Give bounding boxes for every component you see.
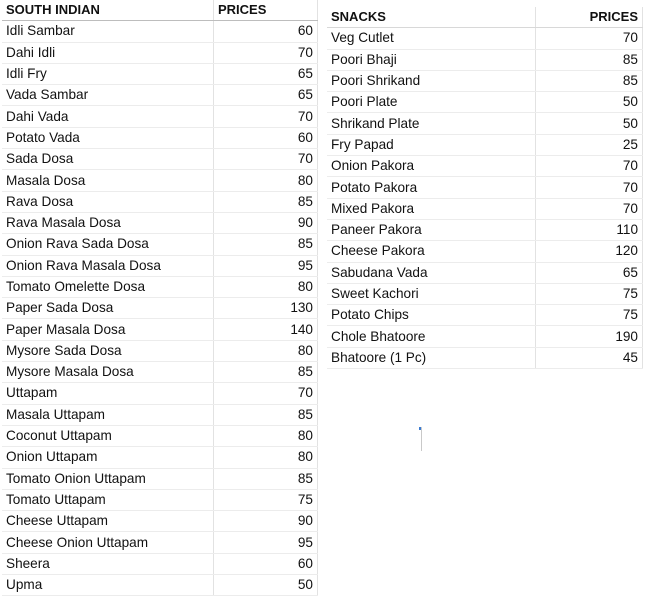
item-name-cell[interactable]: Masala Uttapam [2, 404, 214, 425]
table-row [2, 170, 318, 191]
table-row [2, 212, 318, 233]
item-price-cell[interactable]: 70 [214, 42, 318, 63]
item-price-cell[interactable]: 70 [214, 106, 318, 127]
table-row [327, 241, 643, 262]
item-price-cell[interactable]: 70 [536, 28, 643, 49]
column-header-price[interactable]: PRICES [536, 7, 643, 28]
item-price-cell[interactable]: 50 [214, 575, 318, 596]
item-price-cell[interactable]: 90 [214, 212, 318, 233]
item-name-cell[interactable]: Upma [2, 575, 214, 596]
item-name-cell[interactable]: Masala Dosa [2, 170, 214, 191]
item-name-cell[interactable]: Idli Sambar [2, 21, 214, 42]
item-name-cell[interactable]: Veg Cutlet [327, 28, 536, 49]
item-price-cell[interactable]: 85 [214, 404, 318, 425]
item-price-cell[interactable]: 85 [536, 70, 643, 91]
column-header-item[interactable]: SOUTH INDIAN [2, 0, 214, 21]
item-name-cell[interactable]: Onion Uttapam [2, 447, 214, 468]
item-name-cell[interactable]: Sheera [2, 553, 214, 574]
item-price-cell[interactable]: 120 [536, 241, 643, 262]
item-price-cell[interactable]: 130 [214, 298, 318, 319]
item-price-cell[interactable]: 85 [214, 468, 318, 489]
table-row [2, 255, 318, 276]
table-row [2, 298, 318, 319]
table-row [327, 156, 643, 177]
item-price-cell[interactable]: 70 [536, 198, 643, 219]
item-name-cell[interactable]: Uttapam [2, 383, 214, 404]
item-price-cell[interactable]: 90 [214, 511, 318, 532]
item-name-cell[interactable]: Dahi Vada [2, 106, 214, 127]
table-row [327, 198, 643, 219]
item-name-cell[interactable]: Tomato Onion Uttapam [2, 468, 214, 489]
item-price-cell[interactable]: 65 [536, 262, 643, 283]
item-price-cell[interactable]: 85 [214, 362, 318, 383]
table-header-row [2, 0, 318, 21]
item-name-cell[interactable]: Dahi Idli [2, 42, 214, 63]
item-price-cell[interactable]: 70 [536, 156, 643, 177]
item-price-cell[interactable]: 70 [536, 177, 643, 198]
item-name-cell[interactable]: Bhatoore (1 Pc) [327, 347, 536, 368]
table-header-row [327, 7, 643, 28]
table-row [327, 262, 643, 283]
item-name-cell[interactable]: Potato Vada [2, 127, 214, 148]
table-row [2, 85, 318, 106]
south-indian-price-table [2, 0, 318, 596]
table-row [327, 28, 643, 49]
column-header-item[interactable]: SNACKS [327, 7, 536, 28]
item-price-cell[interactable]: 110 [536, 219, 643, 240]
item-name-cell[interactable]: Coconut Uttapam [2, 425, 214, 446]
table-row [2, 511, 318, 532]
table-row [327, 219, 643, 240]
item-price-cell[interactable]: 95 [214, 532, 318, 553]
table-row [2, 553, 318, 574]
item-name-cell[interactable]: Poori Bhaji [327, 49, 536, 70]
item-name-cell[interactable]: Poori Shrikand [327, 70, 536, 91]
item-name-cell[interactable]: Shrikand Plate [327, 113, 536, 134]
table-row [2, 575, 318, 596]
table-row [327, 134, 643, 155]
item-price-cell[interactable]: 60 [214, 127, 318, 148]
table-row [327, 347, 643, 368]
table-row [2, 468, 318, 489]
table-row [2, 532, 318, 553]
item-name-cell[interactable]: Onion Pakora [327, 156, 536, 177]
item-price-cell[interactable]: 140 [214, 319, 318, 340]
item-name-cell[interactable]: Paper Sada Dosa [2, 298, 214, 319]
item-price-cell[interactable]: 80 [214, 170, 318, 191]
item-name-cell[interactable]: Mysore Sada Dosa [2, 340, 214, 361]
item-name-cell[interactable]: Rava Masala Dosa [2, 212, 214, 233]
table-row [2, 63, 318, 84]
table-row [2, 489, 318, 510]
item-name-cell[interactable]: Potato Pakora [327, 177, 536, 198]
table-row [2, 362, 318, 383]
item-name-cell[interactable]: Idli Fry [2, 63, 214, 84]
item-name-cell[interactable]: Onion Rava Masala Dosa [2, 255, 214, 276]
item-price-cell[interactable]: 95 [214, 255, 318, 276]
item-price-cell[interactable]: 70 [214, 383, 318, 404]
item-name-cell[interactable]: Cheese Pakora [327, 241, 536, 262]
item-price-cell[interactable]: 25 [536, 134, 643, 155]
table-row [2, 319, 318, 340]
table-row [2, 149, 318, 170]
snacks-price-table [327, 7, 643, 369]
item-name-cell[interactable]: Poori Plate [327, 92, 536, 113]
item-name-cell[interactable]: Rava Dosa [2, 191, 214, 212]
item-price-cell[interactable]: 65 [214, 85, 318, 106]
item-price-cell[interactable]: 85 [214, 234, 318, 255]
item-name-cell[interactable]: Sabudana Vada [327, 262, 536, 283]
item-price-cell[interactable]: 70 [214, 149, 318, 170]
table-row [2, 21, 318, 42]
item-price-cell[interactable]: 60 [214, 21, 318, 42]
table-row [2, 425, 318, 446]
table-row [2, 276, 318, 297]
table-row [2, 234, 318, 255]
table-row [2, 42, 318, 63]
item-price-cell[interactable]: 75 [214, 489, 318, 510]
item-price-cell[interactable]: 50 [536, 113, 643, 134]
table-row [327, 49, 643, 70]
item-name-cell[interactable]: Fry Papad [327, 134, 536, 155]
item-price-cell[interactable]: 80 [214, 340, 318, 361]
item-price-cell[interactable]: 65 [214, 63, 318, 84]
item-price-cell[interactable]: 80 [214, 425, 318, 446]
item-name-cell[interactable]: Mixed Pakora [327, 198, 536, 219]
table-row [2, 404, 318, 425]
item-price-cell[interactable]: 80 [214, 447, 318, 468]
item-name-cell[interactable]: Onion Rava Sada Dosa [2, 234, 214, 255]
table-row [327, 305, 643, 326]
table-row [327, 70, 643, 91]
item-name-cell[interactable]: Tomato Omelette Dosa [2, 276, 214, 297]
cell-cursor [419, 427, 422, 451]
item-name-cell[interactable]: Cheese Uttapam [2, 511, 214, 532]
item-name-cell[interactable]: Chole Bhatoore [327, 326, 536, 347]
column-header-price[interactable]: PRICES [214, 0, 318, 21]
item-name-cell[interactable]: Potato Chips [327, 305, 536, 326]
table-row [327, 92, 643, 113]
table-row [2, 127, 318, 148]
table-row [327, 113, 643, 134]
table-row [2, 447, 318, 468]
item-price-cell[interactable]: 45 [536, 347, 643, 368]
table-row [2, 191, 318, 212]
item-price-cell[interactable]: 85 [214, 191, 318, 212]
item-name-cell[interactable]: Sweet Kachori [327, 283, 536, 304]
item-name-cell[interactable]: Vada Sambar [2, 85, 214, 106]
item-price-cell[interactable]: 60 [214, 553, 318, 574]
table-row [327, 326, 643, 347]
item-name-cell[interactable]: Cheese Onion Uttapam [2, 532, 214, 553]
item-price-cell[interactable]: 75 [536, 305, 643, 326]
table-row [2, 383, 318, 404]
item-price-cell[interactable]: 80 [214, 276, 318, 297]
table-row [2, 106, 318, 127]
table-row [327, 283, 643, 304]
item-price-cell[interactable]: 85 [536, 49, 643, 70]
item-name-cell[interactable]: Paneer Pakora [327, 219, 536, 240]
table-row [2, 340, 318, 361]
item-name-cell[interactable]: Tomato Uttapam [2, 489, 214, 510]
item-price-cell[interactable]: 75 [536, 283, 643, 304]
item-price-cell[interactable]: 50 [536, 92, 643, 113]
item-name-cell[interactable]: Paper Masala Dosa [2, 319, 214, 340]
item-price-cell[interactable]: 190 [536, 326, 643, 347]
table-row [327, 177, 643, 198]
item-name-cell[interactable]: Sada Dosa [2, 149, 214, 170]
item-name-cell[interactable]: Mysore Masala Dosa [2, 362, 214, 383]
